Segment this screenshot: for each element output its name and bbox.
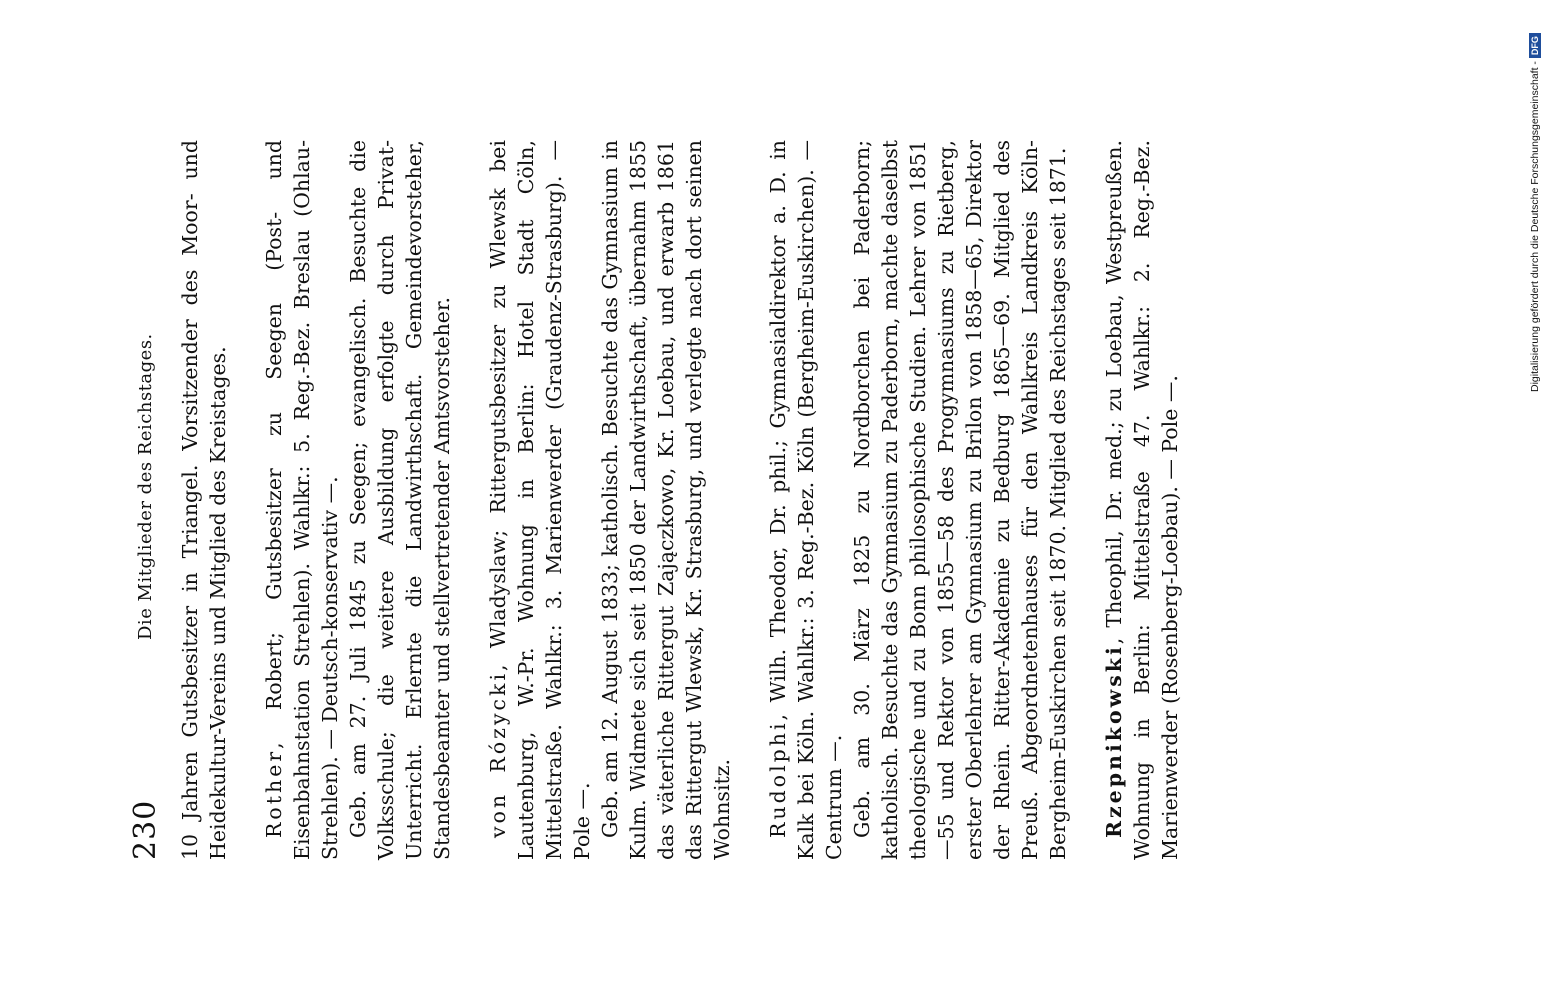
digitization-notice [1528, 8, 1542, 392]
member-details: , Wladyslaw; Rittergutsbesitzer zu Wlewsk bei Lautenburg, W.-Pr. Wohnung in Berlin: Hotel Stadt Cöln, Mittelstraße. Wahlkr.: 3. Marienwerder (Graudenz-Strasburg). — Pole —. [486, 140, 594, 860]
member-name: Rother [262, 748, 286, 838]
member-heading [1100, 140, 1184, 860]
member-details: , Theophil, Dr. med.; zu Loebau, Westpreußen. Wohnung in Berlin: Mittelstraße 47. Wahlkr.: 2. Reg.-Bez. Marienwerder (Rosenberg-Loebau). — Pole —. [1102, 140, 1182, 860]
member-entry-rother [260, 140, 456, 860]
dfg-logo: DFG [1529, 33, 1541, 58]
member-entry-rudolphi [764, 140, 1072, 860]
page-body [176, 140, 1184, 860]
member-name: Rudolphi [766, 720, 790, 838]
member-heading [484, 140, 596, 860]
member-entry-rzepnikowski [1100, 140, 1184, 860]
member-biography: Geb. am 30. März 1825 zu Nordborchen bei Paderborn; katholisch. Besuchte das Gymnasium zu Paderborn, machte daselbst theologische und zu Bonn philosophische Studien. Lehrer von 1851—55 und Rektor von 1855—58 des Progymnasiums zu Rietberg, erster Oberlehrer am Gymnasium zu Brilon von 1858—65, Direktor der Rhein. Ritter-Akademie zu Bedburg 1865—69. Mitglied des Preuß. Abgeordnetenhauses für den Wahlkreis Landkreis Köln-Bergheim-Euskirchen seit 1870. Mitglied des Reichstages seit 1871. [850, 140, 1070, 860]
member-details: , Robert; Gutsbesitzer zu Seegen (Post- und Eisenbahnstation Strehlen). Wahlkr.: 5. Reg.-Bez. Breslau (Ohlau-Strehlen). — Deutsch-konservativ —. [262, 140, 342, 860]
member-details: , Wilh. Theodor, Dr. phil.; Gymnasialdirektor a. D. in Kalk bei Köln. Wahlkr.: 3. Reg.-Bez. Köln (Bergheim-Euskirchen). — Centrum —. [766, 140, 846, 860]
member-entry-von-rozycki [484, 140, 736, 860]
scanned-page [120, 0, 1182, 1000]
continuation-paragraph: 10 Jahren Gutsbesitzer in Triangel. Vorsitzender des Moor- und Heidekultur-Vereins und Mitglied des Kreistages. [178, 140, 230, 860]
member-biography: Geb. am 27. Juli 1845 zu Seegen; evangelisch. Besuchte die Volksschule; die weitere Ausbildung erfolgte durch Privat-Unterricht. Erlernte die Landwirthschaft. Gemeindevorsteher, Standesbeamter und stellvertretender Amtsvorsteher. [346, 140, 454, 860]
member-name: von Rózycki [486, 670, 510, 838]
member-name: Rzepnikowski [1102, 644, 1126, 838]
page-header [128, 140, 168, 860]
running-head: Die Mitglieder des Reichstages. [135, 333, 156, 640]
member-heading [764, 140, 848, 860]
digitization-notice-text: Digitalisierung gefördert durch die Deutsche Forschungsgemeinschaft - [1529, 61, 1541, 392]
member-biography: Geb. am 12. August 1833; katholisch. Besuchte das Gymnasium in Kulm. Widmete sich seit 1850 der Landwirthschaft, übernahm 1855 das väterliche Rittergut Zajączkowo, Kr. Loebau, und erwarb 1861 das Rittergut Wlewsk, Kr. Strasburg, und verlegte nach dort seinen Wohnsitz. [598, 140, 734, 860]
page-number: 230 [128, 799, 163, 860]
member-heading [260, 140, 344, 860]
